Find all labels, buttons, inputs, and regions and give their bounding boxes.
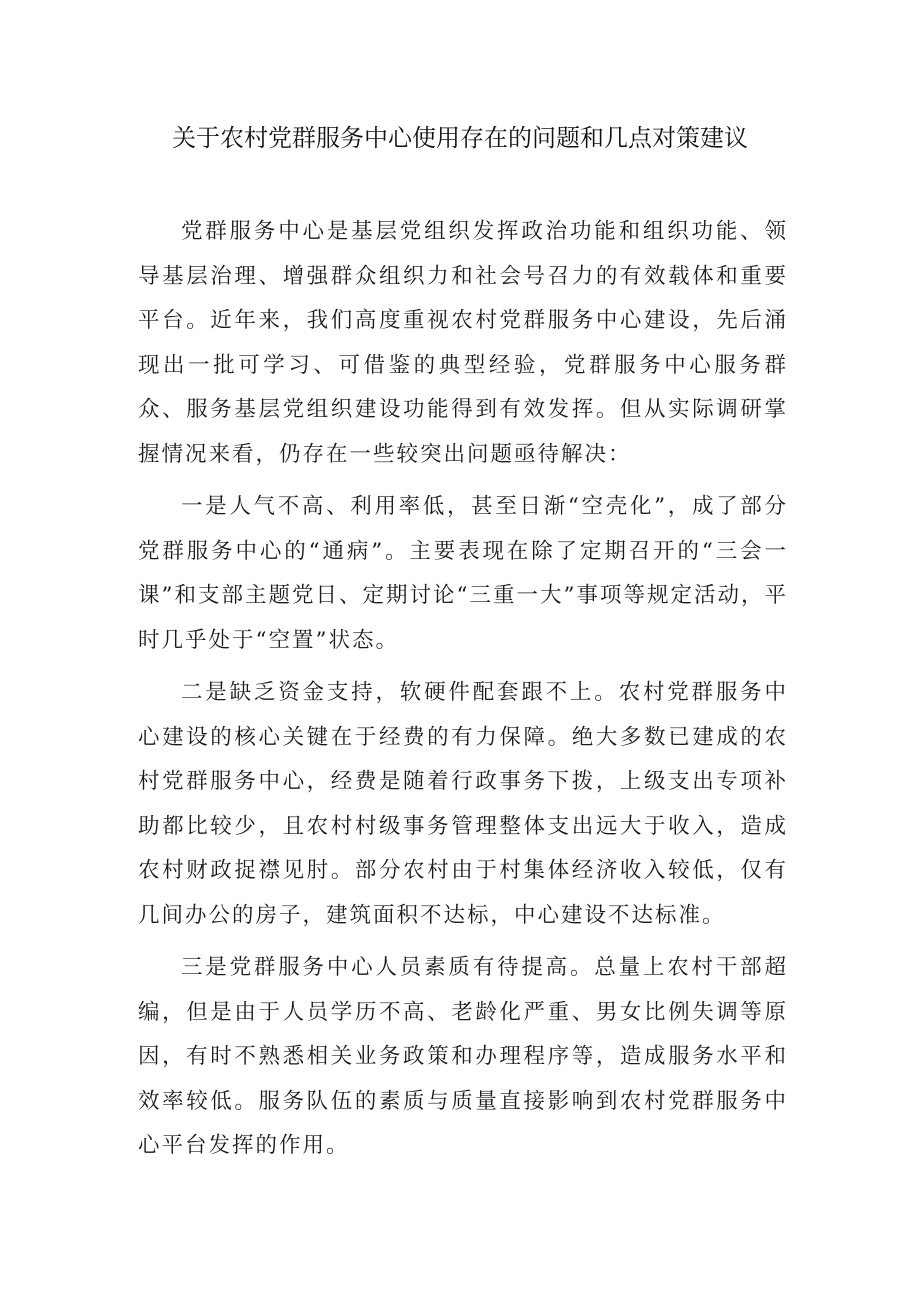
paragraph-problem-three: 三是党群服务中心人员素质有待提高。总量上农村干部超编，但是由于人员学历不高、老龄化严重、男女比例失调等原因，有时不熟悉相关业务政策和办理程序等，造成服务水平和效率较低。服务队伍的素质与质量直接影响到农村党群服务中心平台发挥的作用。 xyxy=(138,955,788,1158)
paragraph-intro: 党群服务中心是基层党组织发挥政治功能和组织功能、领导基层治理、增强群众组织力和社会号召力的有效载体和重要平台。近年来，我们高度重视农村党群服务中心建设，先后涌现出一批可学习、可借鉴的典型经验，党群服务中心服务群众、服务基层党组织建设功能得到有效发挥。但从实际调研掌握情况来看，仍存在一些较突出问题亟待解决： xyxy=(138,219,788,467)
paragraph-problem-two: 二是缺乏资金支持，软硬件配套跟不上。农村党群服务中心建设的核心关键在于经费的有力保障。绝大多数已建成的农村党群服务中心，经费是随着行政事务下拨，上级支出专项补助都比较少，且农村村级事务管理整体支出远大于收入，造成农村财政捉襟见肘。部分农村由于村集体经济收入较低，仅有几间办公的房子，建筑面积不达标，中心建设不达标准。 xyxy=(138,680,788,928)
document-body xyxy=(138,210,788,1177)
paragraph-problem-one: 一是人气不高、利用率低，甚至日渐“空壳化”，成了部分党群服务中心的“通病”。主要表现在除了定期召开的“三会一课”和支部主题党日、定期讨论“三重一大”事项等规定活动，平时几乎处于“空置”状态。 xyxy=(138,494,788,653)
document-title: 关于农村党群服务中心使用存在的问题和几点对策建议 xyxy=(172,124,748,152)
